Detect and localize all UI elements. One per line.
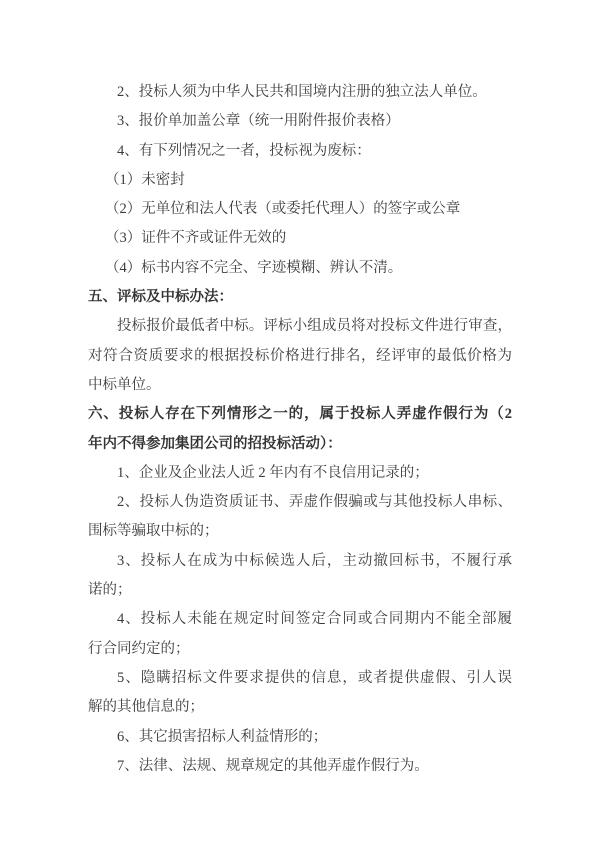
paragraph <box>88 254 512 283</box>
document-body <box>88 78 512 781</box>
text-line: 围标等骗取中标的； <box>88 523 219 540</box>
text-line: 6、其它损害招标人利益情形的； <box>117 728 328 745</box>
text-line: 1、企业及企业法人近 2 年内有不良信用记录的； <box>117 464 429 481</box>
text-line: 中标单位。 <box>88 376 161 393</box>
text-line: 投标报价最低者中标。评标小组成员将对投标文件进行审查， <box>117 318 512 335</box>
section-heading <box>88 400 512 459</box>
paragraph <box>88 166 512 195</box>
text-line: 4、有下列情况之一者，投标视为废标： <box>117 142 371 159</box>
section-heading <box>88 283 512 312</box>
paragraph <box>88 664 512 723</box>
text-line: 3、投标人在成为中标候选人后，主动撤回标书，不履行承 <box>117 552 512 569</box>
paragraph <box>88 605 512 664</box>
paragraph <box>88 723 512 752</box>
paragraph <box>88 195 512 224</box>
text-line: 对符合资质要求的根据投标价格进行排名，经评审的最低价格为 <box>88 347 512 364</box>
text-line: （4）标书内容不完全、字迹模糊、辨认不清。 <box>105 259 403 276</box>
text-line: （3）证件不齐或证件无效的 <box>105 230 287 247</box>
paragraph <box>88 312 512 400</box>
paragraph <box>88 224 512 253</box>
paragraph <box>88 488 512 547</box>
text-line: 7、法律、法规、规章规定的其他弄虚作假行为。 <box>117 757 429 774</box>
text-line: 4、投标人未能在规定时间签定合同或合同期内不能全部履 <box>117 611 512 628</box>
paragraph <box>88 547 512 606</box>
paragraph <box>88 752 512 781</box>
text-line: 年内不得参加集团公司的招投标活动）： <box>88 435 342 452</box>
text-line: 2、投标人伪造资质证书、弄虚作假骗或与其他投标人串标、 <box>117 494 512 511</box>
text-line: 五、评标及中标办法： <box>88 289 233 306</box>
text-line: 解的其他信息的； <box>88 699 204 716</box>
text-line: 5、隐瞒招标文件要求提供的信息，或者提供虚假、引人误 <box>117 669 512 686</box>
paragraph <box>88 137 512 166</box>
text-line: （2）无单位和法人代表（或委托代理人）的签字或公章 <box>105 201 461 218</box>
text-line: 3、报价单加盖公章（统一用附件报价表格） <box>117 113 400 130</box>
text-line: 六、投标人存在下列情形之一的，属于投标人弄虚作假行为（2 <box>88 406 512 423</box>
paragraph <box>88 78 512 107</box>
text-line: 行合同约定的； <box>88 640 190 657</box>
text-line: 诺的； <box>88 582 132 599</box>
text-line: 2、投标人须为中华人民共和国境内注册的独立法人单位。 <box>117 84 487 100</box>
paragraph <box>88 107 512 136</box>
text-line: （1）未密封 <box>105 171 185 188</box>
paragraph <box>88 459 512 488</box>
